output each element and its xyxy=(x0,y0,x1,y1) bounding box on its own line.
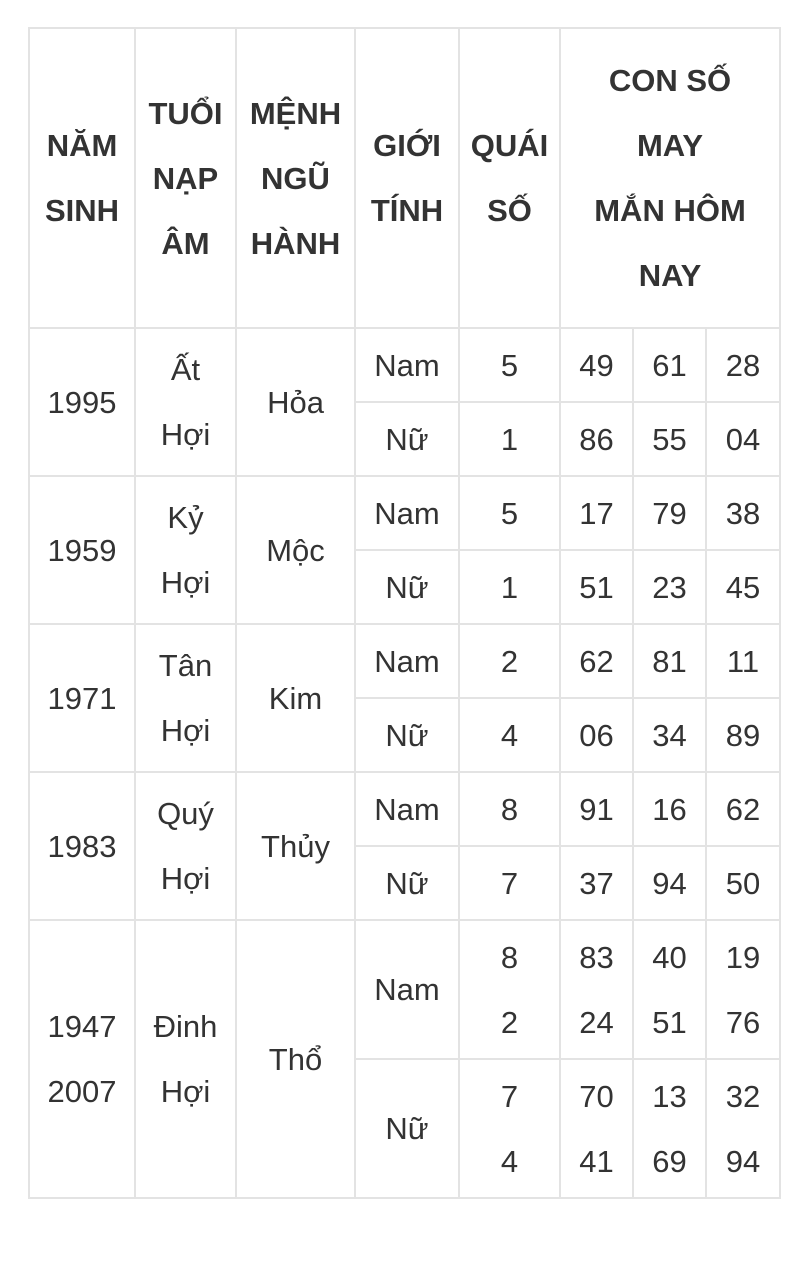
header-con-so-may-man: CON SỐ MAY MẮN HÔM NAY xyxy=(560,28,780,328)
quai-so-cell: 1 xyxy=(459,550,560,624)
lucky-number-cell: 81 xyxy=(633,624,706,698)
quai-so-cell: 8 xyxy=(459,772,560,846)
lucky-number-cell: 83 24 xyxy=(560,920,633,1059)
table-body xyxy=(29,328,780,1198)
gender-cell: Nữ xyxy=(355,846,459,920)
lucky-number-cell: 16 xyxy=(633,772,706,846)
nap-am-cell: Kỷ Hợi xyxy=(135,476,236,624)
birth-year-cell: 1995 xyxy=(29,328,135,476)
quai-so-cell: 7 4 xyxy=(459,1059,560,1198)
quai-so-cell: 8 2 xyxy=(459,920,560,1059)
lucky-number-cell: 32 94 xyxy=(706,1059,780,1198)
birth-year-cell: 1971 xyxy=(29,624,135,772)
lucky-number-cell: 38 xyxy=(706,476,780,550)
quai-so-cell: 4 xyxy=(459,698,560,772)
gender-cell: Nam xyxy=(355,624,459,698)
nap-am-cell: Tân Hợi xyxy=(135,624,236,772)
gender-cell: Nữ xyxy=(355,1059,459,1198)
table-row xyxy=(29,476,780,550)
lucky-number-table xyxy=(28,27,781,1199)
header-row xyxy=(29,28,780,328)
ngu-hanh-cell: Mộc xyxy=(236,476,355,624)
gender-cell: Nữ xyxy=(355,698,459,772)
quai-so-cell: 1 xyxy=(459,402,560,476)
lucky-number-cell: 51 xyxy=(560,550,633,624)
ngu-hanh-cell: Kim xyxy=(236,624,355,772)
lucky-number-cell: 62 xyxy=(560,624,633,698)
lucky-number-cell: 34 xyxy=(633,698,706,772)
birth-year-cell: 1959 xyxy=(29,476,135,624)
nap-am-cell: Đinh Hợi xyxy=(135,920,236,1198)
ngu-hanh-cell: Hỏa xyxy=(236,328,355,476)
header-nam-sinh: NĂM SINH xyxy=(29,28,135,328)
table-row xyxy=(29,772,780,846)
quai-so-cell: 5 xyxy=(459,328,560,402)
ngu-hanh-cell: Thổ xyxy=(236,920,355,1198)
table-row xyxy=(29,920,780,1059)
lucky-number-cell: 28 xyxy=(706,328,780,402)
gender-cell: Nam xyxy=(355,772,459,846)
quai-so-cell: 5 xyxy=(459,476,560,550)
nap-am-cell: Ất Hợi xyxy=(135,328,236,476)
lucky-number-cell: 62 xyxy=(706,772,780,846)
lucky-number-cell: 89 xyxy=(706,698,780,772)
lucky-number-cell: 17 xyxy=(560,476,633,550)
lucky-number-cell: 70 41 xyxy=(560,1059,633,1198)
lucky-number-cell: 94 xyxy=(633,846,706,920)
lucky-number-cell: 40 51 xyxy=(633,920,706,1059)
gender-cell: Nam xyxy=(355,920,459,1059)
gender-cell: Nữ xyxy=(355,402,459,476)
lucky-number-cell: 45 xyxy=(706,550,780,624)
ngu-hanh-cell: Thủy xyxy=(236,772,355,920)
header-gioi-tinh: GIỚI TÍNH xyxy=(355,28,459,328)
gender-cell: Nam xyxy=(355,476,459,550)
gender-cell: Nữ xyxy=(355,550,459,624)
lucky-number-cell: 55 xyxy=(633,402,706,476)
header-tuoi-nap-am: TUỔI NẠP ÂM xyxy=(135,28,236,328)
lucky-number-cell: 19 76 xyxy=(706,920,780,1059)
birth-year-cell: 1983 xyxy=(29,772,135,920)
nap-am-cell: Quý Hợi xyxy=(135,772,236,920)
lucky-number-cell: 06 xyxy=(560,698,633,772)
birth-year-cell: 1947 2007 xyxy=(29,920,135,1198)
lucky-number-cell: 11 xyxy=(706,624,780,698)
lucky-number-cell: 04 xyxy=(706,402,780,476)
header-quai-so: QUÁI SỐ xyxy=(459,28,560,328)
lucky-number-cell: 61 xyxy=(633,328,706,402)
quai-so-cell: 7 xyxy=(459,846,560,920)
lucky-number-cell: 50 xyxy=(706,846,780,920)
lucky-number-cell: 79 xyxy=(633,476,706,550)
lucky-number-cell: 49 xyxy=(560,328,633,402)
quai-so-cell: 2 xyxy=(459,624,560,698)
lucky-number-cell: 37 xyxy=(560,846,633,920)
gender-cell: Nam xyxy=(355,328,459,402)
lucky-number-cell: 86 xyxy=(560,402,633,476)
lucky-number-cell: 23 xyxy=(633,550,706,624)
table-row xyxy=(29,624,780,698)
table-row xyxy=(29,328,780,402)
lucky-number-cell: 13 69 xyxy=(633,1059,706,1198)
lucky-number-cell: 91 xyxy=(560,772,633,846)
header-menh-ngu-hanh: MỆNH NGŨ HÀNH xyxy=(236,28,355,328)
